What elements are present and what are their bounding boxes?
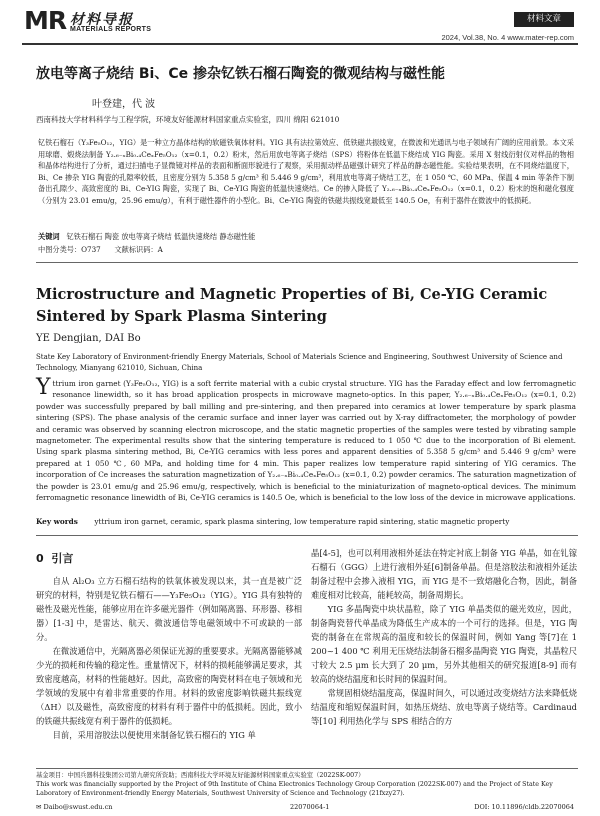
section-badge: 材料文章 bbox=[514, 12, 574, 27]
doi[interactable]: DOI: 10.11896/cldb.22070064 bbox=[474, 803, 574, 811]
footnote-rule bbox=[36, 768, 578, 769]
journal-logo-mark: MR bbox=[24, 6, 67, 35]
abstract-en bbox=[36, 375, 576, 503]
paper-title-cn: 放电等离子烧结 Bi、Ce 掺杂钇铁石榴石陶瓷的微观结构与磁性能 bbox=[36, 66, 445, 82]
doc-label-cn: 文献标识码： bbox=[114, 245, 158, 254]
class-code-cn: O737 bbox=[81, 245, 101, 254]
doc-code-cn: A bbox=[157, 245, 163, 254]
section-number: 0 bbox=[36, 552, 44, 565]
classification-cn bbox=[38, 245, 574, 255]
keywords-label-cn: 关键词 bbox=[38, 232, 60, 241]
body-column-left bbox=[36, 574, 302, 742]
footnote-cn: 基金项目：中国兵器科技集团公司第九研究所资助；西南科技大学环境友好能源材料国家重点实验室（2022SK-007） bbox=[36, 772, 365, 779]
journal-name-en: MATERIALS REPORTS bbox=[70, 26, 152, 33]
paper-title-en: Microstructure and Magnetic Properties of Bi, Ce-YIG Ceramic Sintered by Spark Plasma Sintering bbox=[36, 286, 548, 325]
journal-name-cn: 材料导报 bbox=[70, 12, 134, 28]
email-text[interactable]: Daibo@swust.edu.cn bbox=[43, 803, 113, 811]
body-paragraph: 自从 Al₂O₃ 立方石榴石结构的铁氧体被发现以来，其一直是被广泛研究的材料，特别是钇铁石榴石——Y₃Fe₅O₁₂（YIG）。YIG 具有独特的磁性及磁光性能，能够应用在许多磁光器件（例如隔离器、环形器、移相器）[1-3] 中，是雷达、航天、微波通信等电磁领域中不可或缺的一部分。 bbox=[36, 576, 302, 642]
header-rule bbox=[22, 43, 578, 45]
section-title: 引言 bbox=[51, 552, 74, 565]
affiliation-cn: 西南科技大学材料科学与工程学院，环境友好能源材料国家重点实验室，四川 绵阳 621010 bbox=[36, 115, 340, 124]
keywords-text-cn: 钇铁石榴石 陶瓷 放电等离子烧结 低温快速烧结 静态磁性能 bbox=[66, 232, 256, 241]
section-divider bbox=[36, 535, 578, 536]
body-paragraph: 目前，采用溶胶法以便使用来制备钇铁石榴石的 YIG 单 bbox=[52, 730, 256, 740]
abstract-cn: 钇铁石榴石（Y₃Fe₅O₁₂，YIG）是一种立方晶体结构的软磁铁氧体材料。YIG 具有法拉第效应、低铁磁共振线宽，在微波和光通讯与电子领域有广阔的应用前景。本文采用球磨、煅烧法制备 Y₂.₆₋ₓBi₀.₄CeₓFe₅O₁₂（x=0.1，0.2）粉末，然后用放电等离子烧结（SPS）将粉体在低温下烧结成 YIG 陶瓷。采用 X 射线衍射仪对样品的物相和晶体结构进行了分析，通过扫描电子显微镜对样品的表面和断面形貌进行了观察，采用振动样品磁强计研究了样品的静态磁性能。实验结果表明，在不同烧结温度下，Bi、Ce 掺杂 YIG 陶瓷的孔隙率较低，且密度分别为 5.358 5 g/cm³ 和 5.446 9 g/cm³，利用放电等离子烧结工艺，在 1 050 ℃、60 MPa、保温 4 min 等条件下制备出孔隙少、高致密度的 Bi、Ce-YIG 陶瓷，实现了 Bi、Ce-YIG 陶瓷的低温快速烧结。Ce 的掺入降低了 Y₂.₆₋ₓBi₀.₄CeₓFe₅O₁₂（x=0.1，0.2）粉末的饱和磁化强度（分别为 23.01 emu/g，25.96 emu/g），有利于磁性器件的小型化。Bi、Ce-YIG 陶瓷的铁磁共振线宽最低至 140.5 Oe，有利于器件在微波中的低损耗。 bbox=[38, 138, 574, 205]
body-paragraph: 晶[4-5]，也可以利用液相外延法在特定衬底上制备 YIG 单晶，如在钆镓石榴石（GGG）上进行液相外延[6]制备单晶。但是溶胶法和液相外延法制备过程中会掺入液相 YIG，而 YIG 是不一致熔融化合物，因此，制备难度相对比较高，能耗较高，制备周期长。 bbox=[311, 548, 577, 600]
body-paragraph: 在微波通信中，光隔离器必须保证光源的重要要求。光隔离器能够减少光的损耗和传输的稳定性。重量情况下，材料的损耗能够满足要求，其致密度越高，材料的性能越好。因此，高致密的陶瓷材料在电子领域和光学领域的发展中有着非常重要的作用。材料的致密度影响铁磁共振线宽（ΔH）以及磁性，高致密度的材料有利于器件中的低损耗。因此，致小的铁磁共振线宽有利于器件的低损耗。 bbox=[36, 646, 302, 726]
article-number: 22070064-1 bbox=[290, 803, 330, 811]
body-column-right bbox=[311, 546, 577, 728]
body-paragraph: 常规固相烧结温度高，保温时间久，可以通过改变烧结方法来降低烧结温度和缩短保温时间，如热压烧结、放电等离子烧结等。Cardinaud 等[10] 利用热化学与 SPS 相结合的方 bbox=[311, 688, 577, 726]
section-divider bbox=[36, 262, 578, 263]
corresponding-email[interactable]: ✉ Daibo@swust.edu.cn bbox=[36, 803, 113, 811]
issue-line: 2024, Vol.38, No. 4 www.mater-rep.com bbox=[441, 33, 574, 42]
section-heading bbox=[36, 550, 73, 566]
keywords-label-en: Key words bbox=[36, 517, 78, 526]
abstract-dropcap: Y bbox=[36, 375, 51, 400]
keywords-en bbox=[36, 517, 576, 526]
authors-cn: 叶登建，代 波 bbox=[92, 99, 156, 110]
authors-en: YE Dengjian, DAI Bo bbox=[36, 333, 141, 344]
footnote-en: This work was financially supported by the Project of 9th Institute of China Electronics Technology Group Corporation (2022SK-007) and the Project of State Key Laboratory of Environment-friendly Energy Materials, Southwest University of Science and Technology (21fxzy27). bbox=[36, 781, 553, 797]
keywords-text-en: yttrium iron garnet, ceramic, spark plasma sintering, low temperature rapid sintering, static magnetic property bbox=[94, 517, 510, 526]
affiliation-en: State Key Laboratory of Environment-friendly Energy Materials, School of Materials Science and Engineering, Southwest University of Science and Technology, Mianyang 621010, Sichuan, China bbox=[36, 353, 563, 372]
body-paragraph: YIG 多晶陶瓷中块状晶粒，除了 YIG 单晶类似的磁光效应，因此，制备陶瓷替代单晶成为降低生产成本的一个可行的选择。但是，YIG 陶瓷的制备在在常规高的温度和较长的保温时间，例如 Yang 等[7]在 1 200~1 400 ℃ 利用无压烧结法制备石榴多晶陶瓷 YIG 陶瓷，其晶粒尺寸较大 2.5 μm 长大到了 20 μm，另外其他相关的研究报道[8-9] 而有较高的烧结温度和长时间的保温时间。 bbox=[311, 604, 577, 684]
keywords-cn bbox=[38, 232, 574, 242]
abstract-en-text: ttrium iron garnet (Y₃Fe₅O₁₂, YIG) is a soft ferrite material with a cubic crystal structure. YIG has the Faraday effect and low ferromagnetic resonance linewidth, so it has broad application prospects in microwave magneto-optics. In this paper, Y₂.₆₋ₓBi₀.₄CeₓFe₅O₁₂ (x=0.1, 0.2) powder was successfully prepared by ball milling and pre-sintering, and then prepared into ceramics at lower temperature by spark plasma sintering (SPS). The phase analysis of the ceramic surface and inner layer was carried out by X-ray diffractometer, the morphology of powder and ceramic was observed by scanning electron microscope, and the static magnetic properties of the samples were tested by vibrating sample magnetometer. The experimental results show that the sintering temperature is reduced to 1 050 ℃ due to the incorporation of Bi element. Using spark plasma sintering method, Bi, Ce-YIG ceramics with less pores and apparent densities of 5.358 5 g/cm³ and 5.446 9 g/cm³ were prepared at 1 050 ℃, 60 MPa, and holding time for 4 min. This paper realizes low temperature rapid sintering of YIG ceramics. The incorporation of Ce increases the saturation magnetization of Y₂.₆₋ₓBi₀.₄CeₓFe₅O₁₂ (x=0.1, 0.2) powder ceramics. The saturation magnetization of the powder is 23.01 emu/g and 25.96 emu/g, respectively, which is beneficial to the miniaturization of magneto-optical devices. The minimum ferromagnetic resonance linewidth of Bi, Ce-YIG ceramics is 140.5 Oe, which is beneficial to the low loss of the device in microwave applications. bbox=[36, 379, 576, 503]
class-label-cn: 中图分类号： bbox=[38, 245, 82, 254]
footnote bbox=[36, 771, 578, 798]
